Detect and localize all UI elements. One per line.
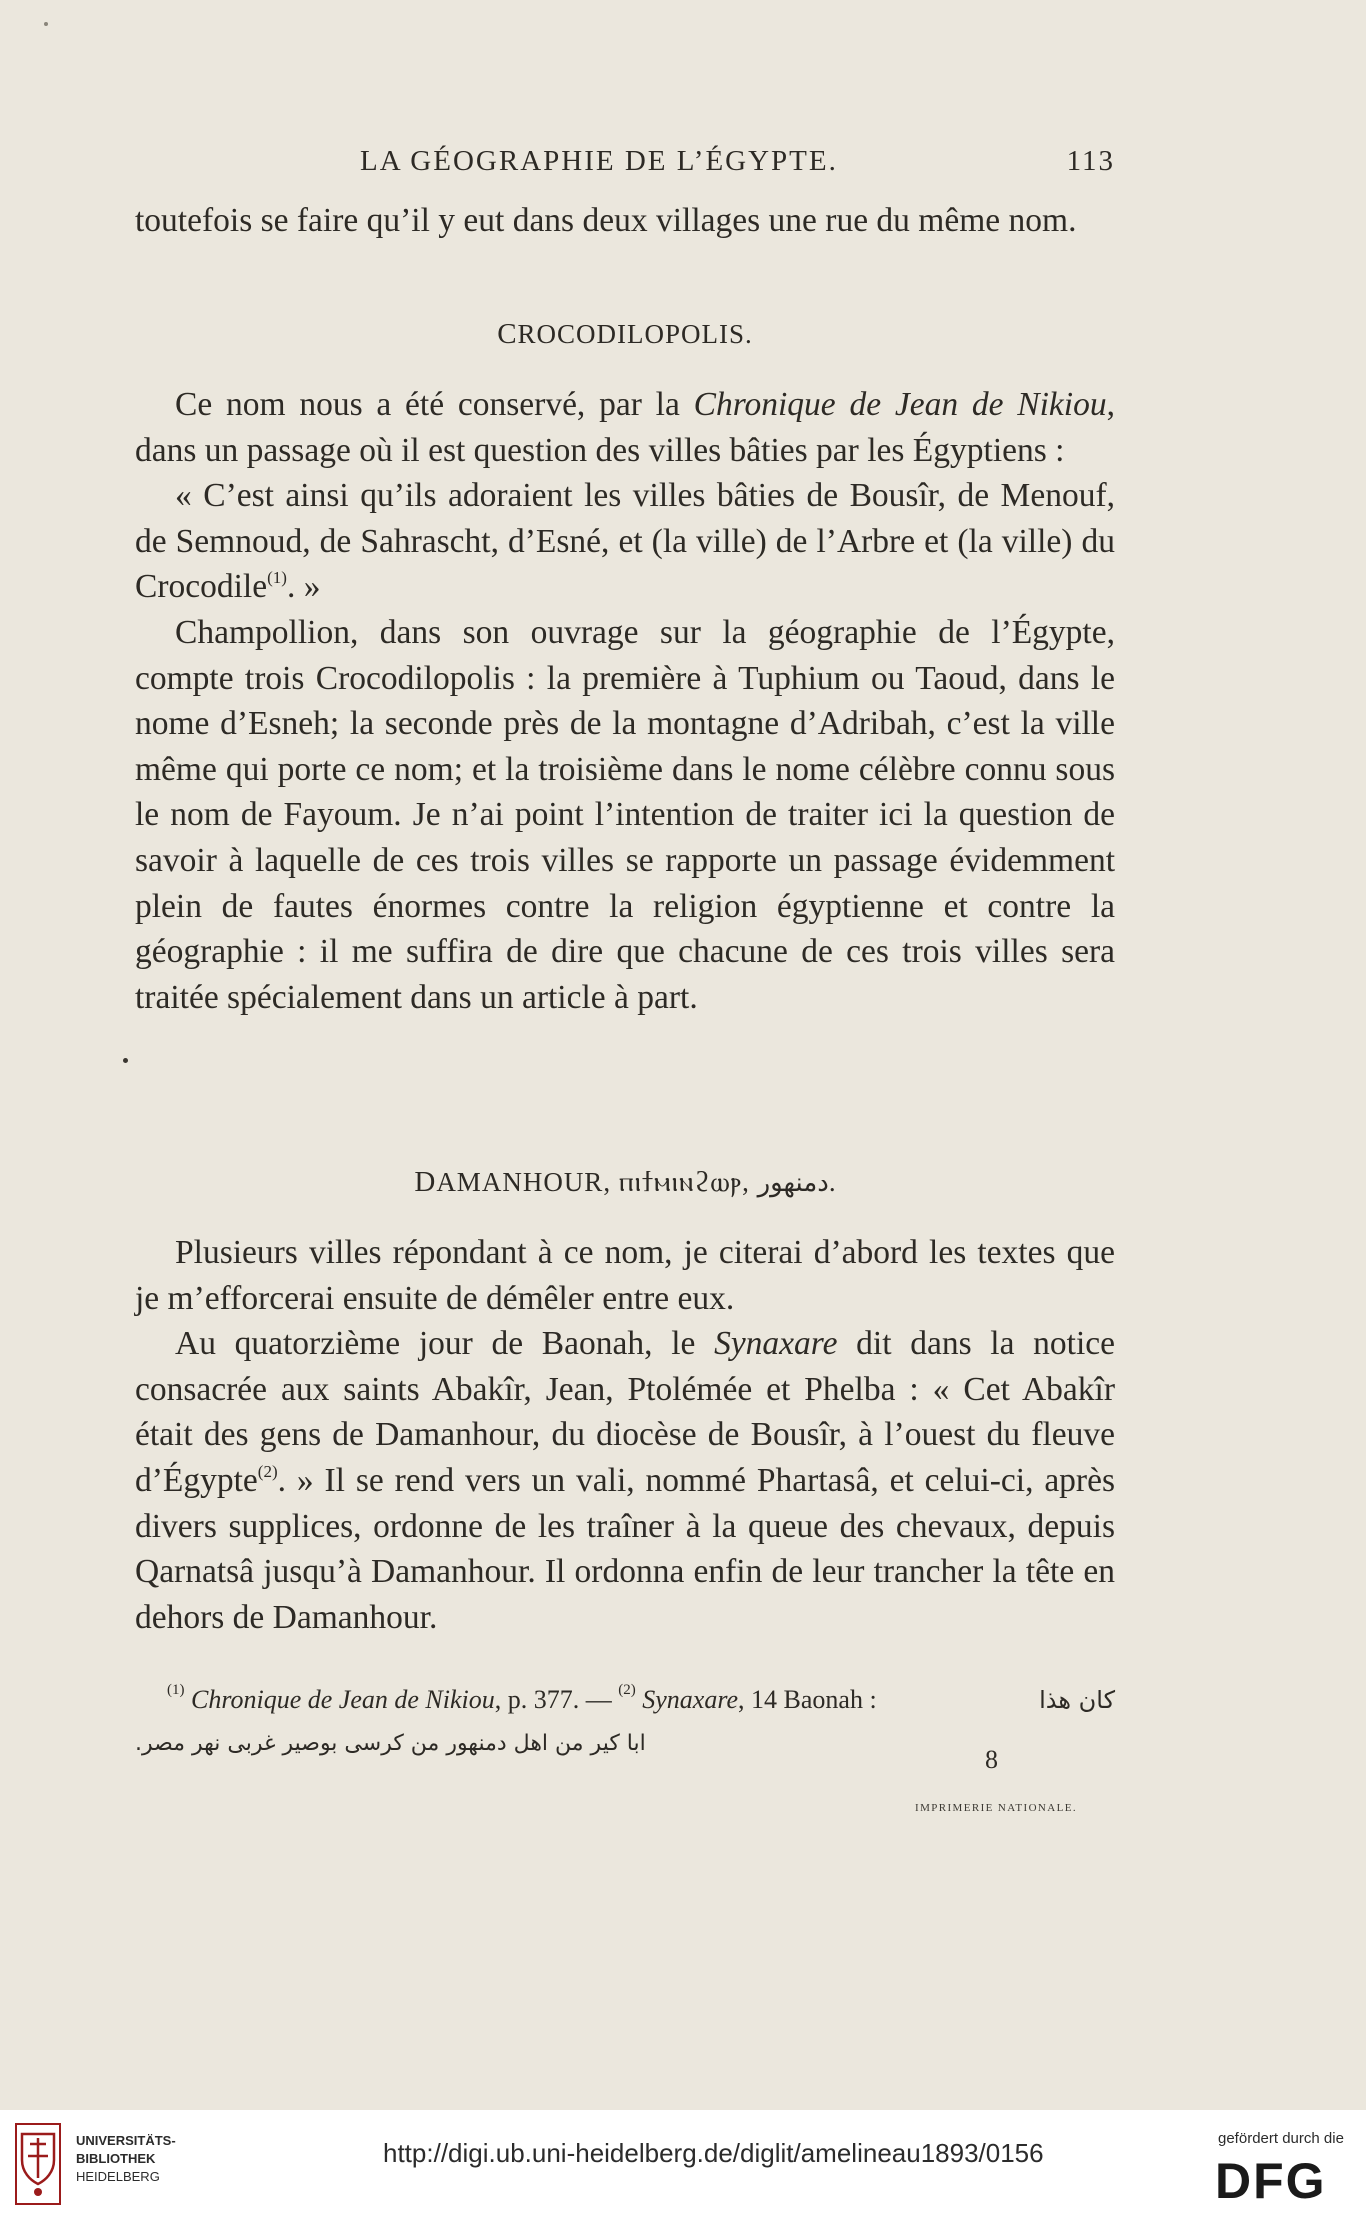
text-run: « C’est ainsi qu’ils adoraient les villes bâties de Bousîr, de Menouf, de Semnoud, de Sahrascht, d’Esné, et (la ville) de l’Arbre et (la ville) du Crocodile: [135, 477, 1115, 606]
text-run: dit dans la notice consacrée aux saints Abakîr, Jean, Ptolémée et Phelba : « Cet Abakîr était des gens de Damanhour, du diocèse de Bousîr, à l’ouest du fleuve d’Égypte: [135, 1325, 1115, 1499]
page-number: 113: [1066, 145, 1115, 177]
text-run: Au quatorzième jour de Baonah, le: [175, 1325, 715, 1363]
paragraph-quotation: [135, 473, 1115, 610]
footnote-ref-2: (2): [257, 1461, 278, 1481]
intro-block: [135, 198, 1115, 244]
scan-speck: [44, 22, 48, 26]
permalink-url[interactable]: http://digi.ub.uni-heidelberg.de/diglit/amelineau1893/0156: [383, 2138, 1044, 2168]
margin-dot: [123, 1058, 128, 1063]
coptic-name: ⲡⲓϯⲙⲓⲛϩⲱⲣ: [618, 1165, 743, 1198]
viewer-footer: [0, 2110, 1366, 2220]
footnote-ref-text: , 14 Baonah :: [738, 1685, 877, 1714]
library-line: BIBLIOTHEK: [76, 2151, 156, 2166]
text-run: . »: [286, 568, 321, 606]
footnote-mark-2: (2): [618, 1682, 636, 1698]
library-line: HEIDELBERG: [76, 2169, 160, 2184]
running-title: LA GÉOGRAPHIE DE L’ÉGYPTE.: [360, 145, 838, 177]
damanhour-section: [135, 1230, 1115, 1640]
book-title-synaxare: Synaxare: [714, 1325, 838, 1363]
signature-mark: 8: [985, 1745, 998, 1774]
library-line: UNIVERSITÄTS-: [76, 2133, 176, 2148]
heading-capital: D: [414, 1166, 437, 1198]
paragraph-synaxare: [135, 1321, 1115, 1640]
running-head: [135, 145, 1115, 185]
arabic-name: دمنهور: [757, 1168, 829, 1198]
crocodilopolis-section: [135, 382, 1115, 1020]
heading-rest: AMANHOUR: [436, 1167, 604, 1197]
paragraph-chronique: [135, 382, 1115, 473]
imprint: IMPRIMERIE NATIONALE.: [915, 1802, 1078, 1814]
text-run: , dans un passage où il est question des villes bâties par les Égyptiens :: [135, 386, 1115, 469]
footnote-mark-1: (1): [167, 1682, 185, 1698]
university-seal-icon: [14, 2122, 62, 2206]
dfg-logo: DFG: [1215, 2153, 1327, 2209]
book-title-chronique: Chronique de Jean de Nikiou: [693, 386, 1107, 423]
paragraph-champollion: Champollion, dans son ouvrage sur la géographie de l’Égypte, compte trois Crocodilopolis : la première à Tuphium ou Taoud, dans le nome d’Esneh; la seconde près de la montagne d’Adribah, c’est la ville même qui porte ce nom; et la troisième dans le nome célèbre connu sous le nom de Fayoum. Je n’ai point l’intention de traiter ici la question de savoir à laquelle de ces trois villes se rapporte un passage évidemment plein de fautes énormes contre la religion égyptienne et contre la géographie : il me suffira de dire que chacune de ces trois villes sera traitée spécialement dans un article à part.: [135, 613, 1115, 1016]
footnote-arabic-1: كان هذا: [1039, 1686, 1115, 1714]
footnote-ref-text: , p. 377. —: [494, 1685, 612, 1714]
footnote-title-2: Synaxare: [642, 1685, 739, 1714]
intro-paragraph: toutefois se faire qu’il y eut dans deux villages une rue du même nom.: [135, 202, 1077, 239]
text-run: Ce nom nous a été conservé, par la: [175, 386, 694, 423]
footnote-line-1: [135, 1678, 1115, 1722]
funding-note: gefördert durch die: [1218, 2130, 1344, 2147]
footnote-title-1: Chronique de Jean de Nikiou: [191, 1685, 495, 1714]
footnote-ref-1: (1): [267, 568, 287, 588]
text-run: . » Il se rend vers un vali, nommé Phartasâ, et celui-ci, après divers supplices, ordonne de les traîner à la queue des chevaux, depuis Qarnatsâ jusqu’à Damanhour. Il ordonna enfin de leur trancher la tête en dehors de Damanhour.: [135, 1461, 1115, 1636]
section-heading-crocodilopolis: [135, 318, 1115, 351]
library-name: [76, 2132, 176, 2186]
heading-capital: C: [497, 318, 518, 350]
footnotes: [135, 1678, 1115, 1766]
footnote-arabic-2: ابا كير من اهل دمنهور من كرسى بوصير غربى نهر مصر.: [135, 1731, 646, 1756]
section-heading-damanhour: DAMANHOUR, ⲡⲓϯⲙⲓⲛϩⲱⲣ, دمنهور.: [414, 1165, 836, 1198]
paragraph-plusieurs: Plusieurs villes répondant à ce nom, je citerai d’abord les textes que je m’efforcerai ensuite de démêler entre eux.: [135, 1234, 1115, 1317]
heading-rest: ROCODILOPOLIS.: [517, 319, 753, 349]
